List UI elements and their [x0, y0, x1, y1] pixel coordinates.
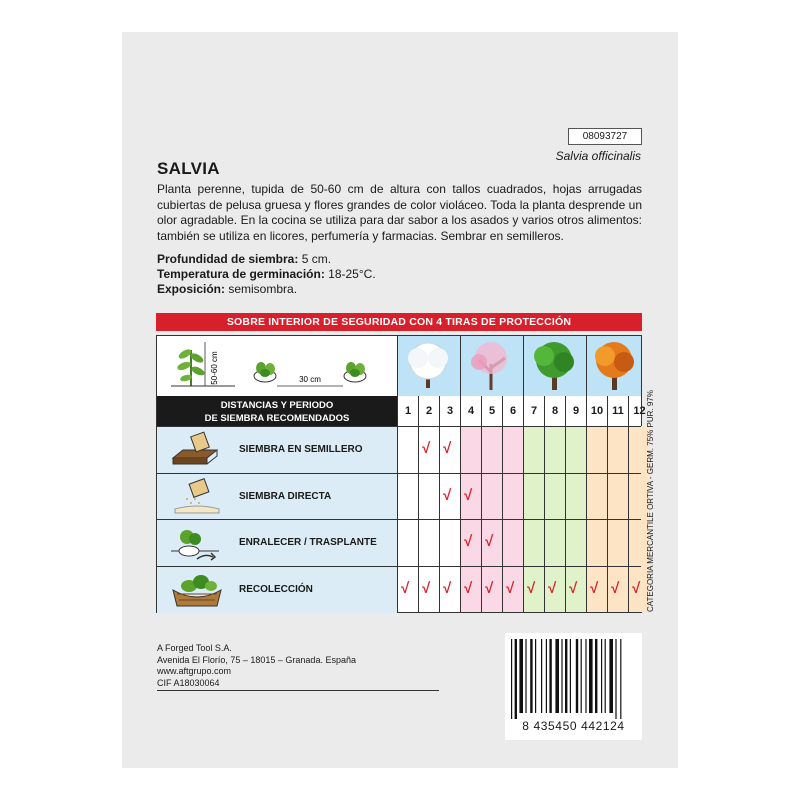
check-mark-icon: √ — [422, 440, 431, 458]
month-3: 3 — [439, 396, 460, 426]
table-row — [157, 519, 397, 567]
check-mark-icon: √ — [590, 579, 599, 597]
check-mark-icon: √ — [443, 486, 452, 504]
check-mark-icon: √ — [464, 486, 473, 504]
barcode-bars-icon — [505, 633, 642, 719]
row-divider — [397, 473, 641, 474]
check-mark-icon: √ — [632, 579, 641, 597]
row-label: SIEMBRA EN SEMILLERO — [239, 444, 363, 456]
product-title: SALVIA — [157, 159, 220, 178]
sowing-calendar-table — [156, 335, 646, 613]
row-divider — [397, 566, 641, 567]
plant-diagram-icon — [157, 336, 397, 396]
height-label: 50-60 cm — [210, 351, 219, 385]
category-germination-text: CATEGORIA MERCANTILE ORTIVA - GERM. 75% PUR. 97% — [646, 390, 655, 612]
check-mark-icon: √ — [506, 579, 515, 597]
company-info — [157, 643, 439, 691]
month-12: 12 — [628, 396, 650, 426]
plant-spacing-diagram — [157, 336, 397, 396]
sowing-specs — [157, 252, 376, 297]
table-row — [157, 473, 397, 521]
spacing-label: 30 cm — [299, 375, 321, 384]
month-6: 6 — [502, 396, 523, 426]
month-9: 9 — [565, 396, 586, 426]
check-mark-icon: √ — [611, 579, 620, 597]
check-mark-icon: √ — [548, 579, 557, 597]
check-mark-icon: √ — [464, 533, 473, 551]
month-8: 8 — [544, 396, 565, 426]
check-mark-icon: √ — [485, 533, 494, 551]
latin-name: Salvia officinalis — [555, 149, 641, 163]
check-mark-icon: √ — [464, 579, 473, 597]
company-website: www.aftgrupo.com — [157, 666, 232, 676]
security-banner: SOBRE INTERIOR DE SEGURIDAD CON 4 TIRAS DE PROTECCIÓN — [156, 313, 642, 331]
seed-tray-icon — [167, 430, 227, 475]
row-divider — [397, 426, 641, 427]
row-label: SIEMBRA DIRECTA — [239, 490, 332, 502]
season-summer — [523, 336, 586, 396]
month-7: 7 — [523, 396, 544, 426]
spec-depth: Profundidad de siembra: 5 cm. — [157, 252, 332, 266]
company-name: A Forged Tool S.A. — [157, 643, 232, 653]
table-header: DISTANCIAS Y PERIODO DE SIEMBRA RECOMENDADOS — [157, 396, 397, 426]
table-row — [157, 426, 397, 474]
spec-exposure: Exposición: semisombra. — [157, 282, 298, 296]
product-description: Planta perenne, tupida de 50-60 cm de altura con tallos cuadrados, hojas arrugadas cubiertas de pelusa gruesa y flores grandes de color violáceo. Toda la planta desprende un olor agradable. En la cocina se utiliza para dar sabor a los asados y varios otros alimentos: también se utiliza en licores, perfumería y farmacias. Sembrar en semilleros. — [157, 182, 642, 243]
season-spring — [460, 336, 523, 396]
company-cif: CIF A18030064 — [157, 678, 439, 692]
company-address: Avenida El Florío, 75 – 18015 – Granada. España — [157, 654, 356, 665]
table-row — [157, 566, 397, 614]
row-divider — [397, 519, 641, 520]
row-label: ENRALECER / TRASPLANTE — [239, 537, 377, 549]
barcode-digits: 8 435450 442124 — [522, 719, 625, 733]
check-mark-icon: √ — [569, 579, 578, 597]
check-mark-icon: √ — [401, 579, 410, 597]
month-1: 1 — [397, 396, 418, 426]
check-mark-icon: √ — [443, 579, 452, 597]
season-winter — [397, 336, 460, 396]
harvest-basket-icon — [167, 570, 227, 615]
month-4: 4 — [460, 396, 481, 426]
month-5: 5 — [481, 396, 502, 426]
season-autumn — [586, 336, 641, 396]
check-mark-icon: √ — [443, 440, 452, 458]
seedling-icon — [167, 523, 227, 568]
month-2: 2 — [418, 396, 439, 426]
row-label: RECOLECCIÓN — [239, 583, 313, 595]
month-10: 10 — [586, 396, 607, 426]
check-mark-icon: √ — [527, 579, 536, 597]
month-11: 11 — [607, 396, 628, 426]
barcode — [505, 633, 642, 740]
product-code: 08093727 — [568, 128, 642, 145]
spec-temperature: Temperatura de germinación: 18-25°C. — [157, 267, 376, 281]
check-mark-icon: √ — [422, 579, 431, 597]
check-mark-icon: √ — [485, 579, 494, 597]
seed-packet-icon — [167, 477, 227, 522]
